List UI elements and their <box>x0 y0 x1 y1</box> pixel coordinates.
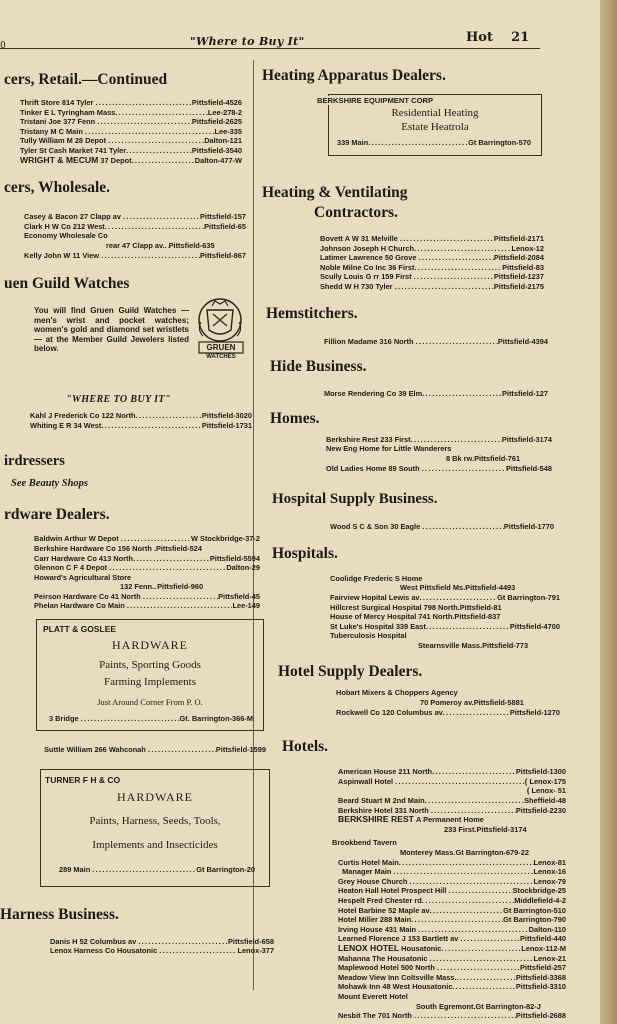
list-item: Kahl J Frederick Co 122 North ..... Pittsfield-3020 <box>30 411 252 421</box>
list-item: Meadow View Inn Coltsville Mass. ..... Pittsfield-3368 <box>338 973 566 983</box>
list-item: Bovett A W 31 Melville ..... Pittsfield-2171 <box>320 234 544 244</box>
platt-goslee-line1: Paints, Sporting Goods <box>99 659 201 672</box>
platt-goslee-ad <box>36 619 264 731</box>
list-item-continuation: Stearnsville Mass. Pittsfield-773 <box>418 640 529 650</box>
list-item: Rockwell Co 120 Columbus av ..... Pittsfield-1270 <box>336 708 560 718</box>
list-item: Hespelt Fred Chester rd ..... Middlefield-4-2 <box>338 896 566 906</box>
list-item: Aspinwall Hotel ..... { Lenox-175 <box>338 777 566 787</box>
page-number: 21 <box>511 30 530 45</box>
gruen-logo <box>193 296 239 361</box>
gruen-list <box>30 411 252 430</box>
list-item: Johnson Joseph H Church ..... Lenox-12 <box>320 244 544 254</box>
heading-wholesale: cers, Wholesale. <box>4 179 111 197</box>
gruen-where-to-buy: "WHERE TO BUY IT" <box>66 394 171 406</box>
list-item: Berkshire Hotel 331 North ..... Pittsfield-2230 <box>338 806 566 816</box>
list-item: Learned Florence J 153 Bartlett av ..... Pittsfield-440 <box>338 934 566 944</box>
platt-goslee-title: HARDWARE <box>112 638 188 653</box>
list-item-continuation: South Egremont. Gt Barrington-82-J <box>416 1001 541 1011</box>
list-item: House of Mercy Hospital 741 North ..... Pittsfield-837 <box>330 612 560 622</box>
platt-goslee-name: PLATT & GOSLEE <box>43 624 117 635</box>
hotels-list <box>332 767 566 1021</box>
heading-hospitals: Hospitals. <box>272 544 338 562</box>
list-item: Old Ladies Home 89 South ..... Pittsfield-548 <box>326 464 552 474</box>
berkshire-equipment-line2: Estate Heatrola <box>401 121 469 133</box>
list-item-bold: BERKSHIRE REST A Permanent Home <box>338 814 484 825</box>
homes-list <box>326 435 552 473</box>
list-item: American House 211 North ..... Pittsfield-1300 <box>338 767 566 777</box>
hairdressers-see-also: See Beauty Shops <box>11 478 89 490</box>
list-item: Heaton Hall Hotel Prospect Hill ..... Stockbridge-25 <box>338 886 566 896</box>
list-item-continuation: Monterey Mass. Gt Barrington-679-22 <box>400 848 529 857</box>
list-item: Danis H 52 Columbus av ..... Pittsfield-658 <box>50 937 274 947</box>
heading-hairdressers: irdressers <box>4 453 65 470</box>
list-item: Glennon C F 4 Depot ..... Dalton-29 <box>34 563 260 573</box>
running-header-section <box>466 30 529 45</box>
platt-goslee-line3: Just Around Corner From P. O. <box>97 697 203 708</box>
list-item-bold: LENOX HOTEL Housatonic ..... Lenox-112-M <box>338 944 566 954</box>
list-item: Hotel Miller 288 Main ..... Gt Barrington-790 <box>338 915 566 925</box>
turner-address: 289 Main ..... Gt Barrington-20 <box>59 865 255 875</box>
list-item: Phelan Hardware Co Main ..... Lee-149 <box>34 601 260 611</box>
list-item: Morse Rendering Co 39 Elm ..... Pittsfield-127 <box>324 389 548 399</box>
list-item: Carr Hardware Co 413 North ..... Pittsfield-5594 <box>34 554 260 564</box>
list-item: Shedd W H 730 Tyler ..... Pittsfield-2175 <box>320 282 544 292</box>
heading-homes: Homes. <box>270 409 320 427</box>
list-item-continuation: 132 Fenn. ..... Pittsfield-960 <box>34 582 260 592</box>
list-item: Curtis Hotel Main ..... Lenox-81 <box>338 858 566 868</box>
list-item: Mount Everett Hotel <box>338 991 408 1001</box>
harness-list <box>50 937 274 956</box>
list-item: Scully Louis G rr 159 First ..... Pittsfield-1237 <box>320 272 544 282</box>
heading-hospital-supply: Hospital Supply Business. <box>272 491 438 508</box>
header-left-mark: 0 <box>0 41 6 51</box>
list-item: Berkshire Hardware Co 156 North ..... Pittsfield-524 <box>34 544 260 554</box>
list-item-bold: WRIGHT & MECUM 37 Depot ..... Dalton-477-W <box>20 156 242 166</box>
retail-list <box>20 98 242 165</box>
wholesale-list <box>24 212 246 260</box>
list-item: Hobart Mixers & Choppers Agency <box>336 688 458 698</box>
heading-contractors: Contractors. <box>314 204 398 221</box>
list-item-continuation: 8 Bk rw. Pittsfield-761 <box>446 453 521 463</box>
list-item: Clark H W Co 212 West ..... Pittsfield-65 <box>24 222 246 232</box>
heading-heating-apparatus: Heating Apparatus Dealers. <box>262 67 446 84</box>
turner-ad <box>40 769 270 887</box>
gruen-logo-sub: WATCHES <box>206 354 236 361</box>
list-item: Fairview Hopital Lewis av ..... Gt Barrington-791 <box>330 593 560 603</box>
gruen-ad <box>0 294 250 382</box>
hardware-list <box>34 534 260 611</box>
berkshire-equipment-name: BERKSHIRE EQUIPMENT CORP <box>317 96 434 105</box>
list-item: Latimer Lawrence 50 Grove ..... Pittsfield-2084 <box>320 253 544 263</box>
gruen-logo-word: GRUEN <box>206 343 236 353</box>
left-column <box>0 70 274 956</box>
list-item: Berkshire Rest 233 First ..... Pittsfield-3174 <box>326 435 552 445</box>
list-item: Beard Stuart M 2nd Main ..... Sheffield-48 <box>338 796 566 806</box>
heading-hotels: Hotels. <box>282 738 329 756</box>
hospitals-list <box>330 574 560 651</box>
berkshire-equipment-ad <box>317 94 542 156</box>
hospital-supply-list <box>330 522 554 532</box>
heading-hemstitchers: Hemstitchers. <box>266 304 358 322</box>
list-item: Noble Milne Co Inc 36 First ..... Pittsfield-83 <box>320 263 544 273</box>
hide-list <box>324 389 548 399</box>
list-item: Economy Wholesale Co <box>24 231 108 241</box>
list-item-continuation: 233 First. Pittsfield-3174 <box>444 824 527 834</box>
list-item-continuation: { Lenox- 51 <box>526 786 566 796</box>
list-item: Tinker E L Tyringham Mass ..... Lee-278-2 <box>20 108 242 118</box>
heating-vent-list <box>320 234 544 292</box>
list-item: Suttle William 266 Wahconah ..... Pittsfield-1599 <box>44 745 266 755</box>
list-item: Wood S C & Son 30 Eagle ..... Pittsfield-1770 <box>330 522 554 532</box>
hemstitchers-list <box>324 337 548 347</box>
list-item: Tully William M 28 Depot ..... Dalton-121 <box>20 136 242 146</box>
heading-hotel-supply: Hotel Supply Dealers. <box>278 663 423 681</box>
list-item: Kelly John W 11 View ..... Pittsfield-867 <box>24 251 246 261</box>
list-item: Coolidge Frederic S Home <box>330 573 423 583</box>
list-item-continuation: rear 47 Clapp av. ..... Pittsfield-635 <box>24 241 246 251</box>
list-item: St Luke's Hospital 339 East ..... Pittsfield-4700 <box>330 622 560 632</box>
section-key: Hot <box>466 30 493 45</box>
list-item: Grey House Church ..... Lenox-79 <box>338 877 566 887</box>
list-item: Tristany M C Main ..... Lee-335 <box>20 127 242 137</box>
berkshire-equipment-line1: Residential Heating <box>391 107 479 119</box>
right-column <box>262 66 566 1024</box>
platt-goslee-line2: Farming Implements <box>104 676 196 689</box>
heading-gruen-guild: uen Guild Watches <box>4 275 130 293</box>
gruen-ad-text: You will find Gruen Guild Watches — men's wrist and pocket watches; women's gold and diamond set wristlets— at the Member Guild Jewelers listed below. <box>34 306 189 354</box>
list-item: Fillion Madame 316 North ..... Pittsfield-4394 <box>324 337 548 347</box>
list-item: Mohawk Inn 48 West Housatonic ..... Pittsfield-3310 <box>338 982 566 992</box>
platt-goslee-address: 3 Bridge ..... Gt. Barrington-366-M <box>49 714 253 724</box>
list-item: Brookbend Tavern <box>332 838 397 848</box>
running-header-title: "Where to Buy It" <box>190 35 305 48</box>
list-item: New Eng Home for Little Wanderers <box>326 444 452 454</box>
turner-name: TURNER F H & CO <box>45 774 121 785</box>
list-item-continuation: 70 Pomeroy av. Pittsfield-5881 <box>420 698 524 708</box>
list-item: Baldwin Arthur W Depot ..... W Stockbridge-37-2 <box>34 534 260 544</box>
heading-harness-business: Harness Business. <box>0 905 119 923</box>
list-item: Tristani Joe 377 Fenn ..... Pittsfield-2625 <box>20 117 242 127</box>
header-rule <box>0 48 540 49</box>
list-item: Irving House 431 Main ..... Dalton-110 <box>338 925 566 935</box>
list-item: Casey & Bacon 27 Clapp av ..... Pittsfield-157 <box>24 212 246 222</box>
list-item-continuation: West Pittsfield Ms. Pittsfield-4493 <box>400 583 516 593</box>
page-edge <box>600 0 617 1024</box>
list-item: Mahanna The Housatonic ..... Lenox-21 <box>338 954 566 964</box>
list-item: Nesbit The 701 North ..... Pittsfield-2688 <box>338 1011 566 1021</box>
list-item: Manager Main ..... Lenox-16 <box>338 867 566 877</box>
list-item: Thrift Store 814 Tyler ..... Pittsfield-4526 <box>20 98 242 108</box>
turner-line2: Implements and Insecticides <box>92 838 218 851</box>
list-item: Hotel Barbine 52 Maple av ..... Gt Barrington-510 <box>338 906 566 916</box>
heading-hardware-dealers: rdware Dealers. <box>4 506 110 524</box>
berkshire-equipment-address: 339 Main ..... Gt Barrington-570 <box>337 138 531 148</box>
list-item: Hillcrest Surgical Hospital 798 North ..... Pittsfield-81 <box>330 603 560 613</box>
list-item: Peirson Hardware Co 41 North ..... Pittsfield-45 <box>34 592 260 602</box>
suttle-list <box>44 745 266 755</box>
hotel-supply-list <box>336 688 560 717</box>
list-item: Whiting E R 34 West ..... Pittsfield-1731 <box>30 421 252 431</box>
list-item: Maplewood Hotel 500 North ..... Pittsfield-257 <box>338 963 566 973</box>
list-item: Tuberculosis Hospital <box>330 631 407 641</box>
heading-retail-continued: cers, Retail.—Continued <box>4 71 168 88</box>
heading-heating-ventilating: Heating & Ventilating <box>262 184 408 201</box>
list-item: Tyler St Cash Market 741 Tyler ..... Pittsfield-3540 <box>20 146 242 156</box>
list-item: Lenox Harness Co Housatonic ..... Lenox-377 <box>50 946 274 956</box>
heading-hide-business: Hide Business. <box>270 358 367 376</box>
list-item: Howard's Agricultural Store <box>34 572 132 582</box>
turner-line1: Paints, Harness, Seeds, Tools, <box>89 814 221 827</box>
turner-title: HARDWARE <box>117 789 193 804</box>
